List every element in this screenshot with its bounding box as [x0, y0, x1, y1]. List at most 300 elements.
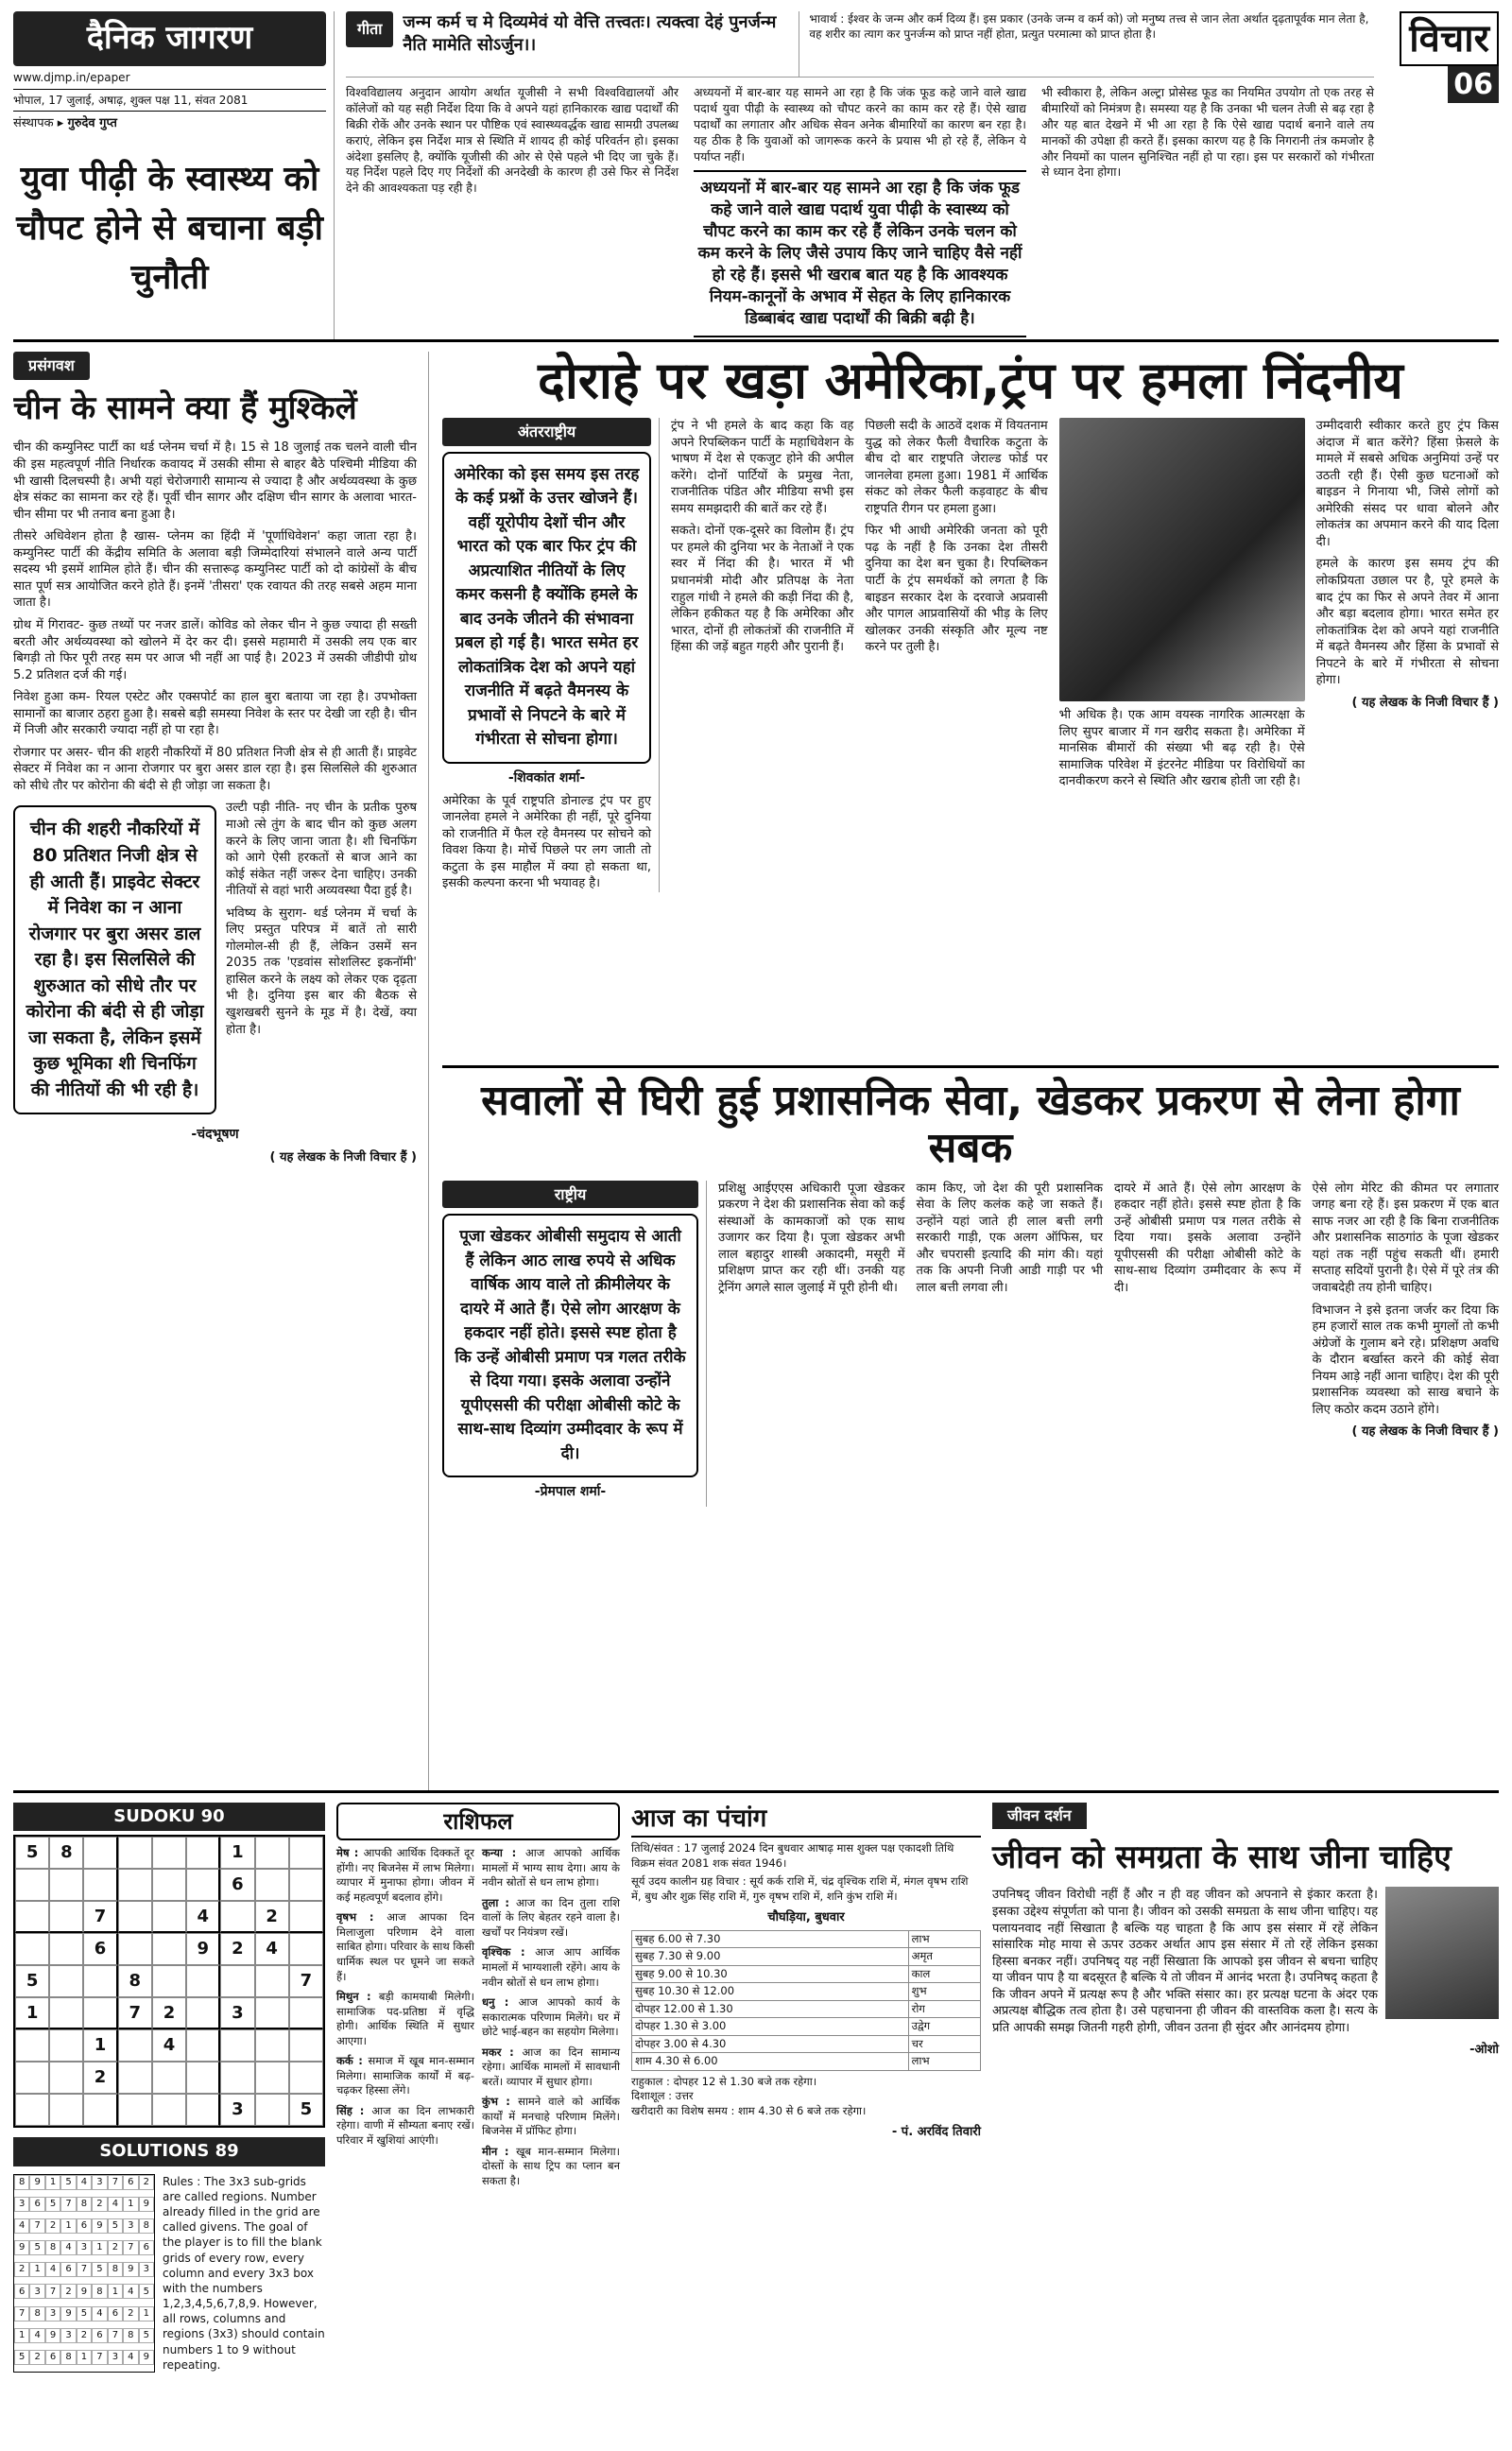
sudoku-cell[interactable] — [49, 1933, 83, 1965]
chaughadiya-row — [632, 1983, 981, 2001]
sudoku-cell[interactable]: 7 — [289, 1965, 323, 1997]
rashi-name: कुंभ : — [482, 2095, 519, 2109]
chaughadiya-table — [631, 1930, 981, 2071]
muhurat-cell: काल — [908, 1965, 980, 1983]
rashi-text: आज का दिन सामान्य रहेगा। आर्थिक मामलों में सावधानी बरतें। व्यापार में सुधार होगा। — [482, 2045, 620, 2088]
paragraph: तीसरे अधिवेशन होता है खास- प्लेनम का हिंदी में 'पूर्णाधिवेशन' कहा जाता रहा है। कम्युनिस्ट पार्टी की केंद्रीय समिति के अलावा बड़ी जिम्मेदारियां संभालने वाले अन्य पार्टी सदस्य भी इसमें शामिल होते हैं। चीन की सत्तारूढ़ कम्युनिस्ट पार्टी को दो कांग्रेसों के बीच सात पूर्ण सत्र आयोजित करने होते हैं। इनमें 'तीसरा' एक रवायत की तरह सबसे अहम माना जाता है। — [13, 529, 417, 611]
pull-quote-box: अमेरिका को इस समय इस तरह के कई प्रश्नों के उत्तर खोजने हैं। वहीं यूरोपीय देशों चीन और भारत को एक बार फिर ट्रंप की अप्रत्याशित नीतियों के लिए कमर कसनी है क्योंकि हमले के बाद उनके जीतने की संभावना प्रबल हो गई है। भारत समेत हर लोकतांत्रिक देश को अपने यहां राजनीति में बढ़ते वैमनस्य के प्रभावों से निपटने के बारे में गंभीरता से सोचना होगा। — [442, 452, 651, 764]
article-col — [1316, 418, 1499, 892]
muhurat-cell: शुभ — [908, 1983, 980, 2001]
solution-cell: 8 — [14, 2175, 29, 2190]
byline: -प्रेमपाल शर्मा- — [534, 1484, 607, 1500]
sudoku-cell[interactable] — [118, 2094, 152, 2126]
sudoku-cell[interactable] — [255, 1869, 289, 1901]
solution-cell: 1 — [45, 2175, 60, 2190]
sudoku-cell[interactable] — [220, 1901, 254, 1933]
rashi-item — [336, 2054, 474, 2098]
paragraph: विभाजन ने इसे इतना जर्जर कर दिया कि हम हजारों साल तक कभी मुगलों तो कभी अंग्रेजों के गुलाम बने रहे। प्रशिक्षण अवधि के दौरान बर्खास्त करने की कोई सेवा नियम आड़े नहीं आना चाहिए। देश की पूरी प्रशासनिक व्यवस्था को साख बचाने के लिए कठोर कदम उठाने होंगे। — [1312, 1303, 1499, 1417]
paragraph: पिछली सदी के आठवें दशक में वियतनाम युद्ध को लेकर फैली वैचारिक कटुता के बीच दो बार राष्ट्रपति जेराल्ड फोर्ड पर जानलेवा हमला हुआ। 1981 में आर्थिक संकट को लेकर फैली कड़वाहट के बीच राष्ट्रपति रीगन पर हमला हुआ। — [865, 419, 1048, 516]
disclaimer: ( यह लेखक के निजी विचार हैं ) — [1351, 1424, 1499, 1440]
sudoku-cell[interactable]: 1 — [83, 2029, 117, 2062]
solution-cell: 2 — [139, 2175, 154, 2190]
solution-cell: 2 — [60, 2284, 76, 2299]
solution-cell: 3 — [123, 2218, 138, 2234]
sudoku-cell[interactable] — [83, 1869, 117, 1901]
solution-cell: 1 — [123, 2197, 138, 2212]
sudoku-cell[interactable] — [255, 1997, 289, 2029]
solution-cell: 6 — [123, 2175, 138, 2190]
sudoku-cell[interactable] — [152, 2094, 186, 2126]
sudoku-cell[interactable] — [186, 2062, 220, 2094]
solution-cell: 5 — [108, 2218, 123, 2234]
muhurat-cell: लाभ — [908, 2053, 980, 2071]
sudoku-cell[interactable]: 3 — [220, 1997, 254, 2029]
solution-cell: 4 — [123, 2284, 138, 2299]
muhurat-cell: उद्वेग — [908, 2018, 980, 2036]
sudoku-cell[interactable] — [220, 2029, 254, 2062]
sudoku-cell[interactable]: 1 — [220, 1837, 254, 1869]
time-cell: शाम 4.30 से 6.00 — [632, 2053, 909, 2071]
solution-cell: 6 — [92, 2328, 107, 2343]
time-cell: सुबह 6.00 से 7.30 — [632, 1930, 909, 1948]
editorial-col-2-text: अध्ययनों में बार-बार यह सामने आ रहा है कि जंक फूड कहे जाने वाले खाद्य पदार्थ युवा पीढ़ी के स्वास्थ्य को चौपट करने का काम कर रहे हैं। ऐसे खाद्य पदार्थों का लगातार और अधिक सेवन अनेक बीमारियों का कारण बन रहा है। यह ठीक है कि युवाओं को जागरूक करने के प्रयास भी हो रहे हैं, लेकिन ये पर्याप्त नहीं। — [694, 85, 1026, 164]
sudoku-cell[interactable] — [118, 1901, 152, 1933]
paragraph: उल्टी पड़ी नीति- नए चीन के प्रतीक पुरुष माओ त्से तुंग के बाद चीन को कुछ अलग करने के लिए जाना जाता है। शी चिनफिंग को आगे ऐसी हरकतों से बाज आने का कोई संकेत नहीं जरूर देना चाहिए। उनकी नीतियों से वहां भारी अव्यवस्था पैदा हुई है। — [226, 801, 417, 899]
rashi-name: सिंह : — [336, 2103, 372, 2117]
solution-cell: 5 — [60, 2175, 76, 2190]
rashi-text: आज आपका दिन मिलाजुला परिणाम देने वाला साबित होगा। परिवार के साथ किसी धार्मिक स्थल पर घूमने जा सकते हैं। — [336, 1910, 474, 1983]
editorial-body — [346, 78, 1374, 337]
solution-cell: 8 — [77, 2197, 92, 2212]
solution-cell: 1 — [77, 2350, 92, 2365]
sudoku-cell[interactable] — [186, 2029, 220, 2062]
sudoku-cell[interactable] — [289, 2062, 323, 2094]
solution-cell: 7 — [45, 2284, 60, 2299]
solution-cell: 9 — [29, 2175, 44, 2190]
sudoku-cell[interactable]: 2 — [83, 2062, 117, 2094]
sudoku-cell[interactable]: 2 — [220, 1933, 254, 1965]
sudoku-cell[interactable] — [255, 2062, 289, 2094]
solution-cell: 8 — [123, 2328, 138, 2343]
sudoku-rules: Rules : The 3x3 sub-grids are called regions. Number already filled in the grid are called givens. The goal of the player is to fill the blank grids of every row, every column and every 3x3 box with the numbers 1,2,3,4,5,6,7,8,9. However, all rows, columns and regions (3x3) should contain numbers 1 to 9 without repeating. — [163, 2174, 325, 2372]
time-cell: सुबह 9.00 से 10.30 — [632, 1965, 909, 1983]
jeevan-block — [992, 1803, 1499, 2412]
sudoku-cell[interactable]: 9 — [186, 1933, 220, 1965]
time-cell: सुबह 10.30 से 12.00 — [632, 1983, 909, 2001]
rashi-name: धनु : — [482, 1995, 519, 2010]
author-photo — [1385, 1887, 1499, 2019]
sudoku-cell[interactable] — [186, 2094, 220, 2126]
founder-line: संस्थापक ▸ गुरुदेव गुप्त — [13, 116, 117, 131]
disclaimer: ( यह लेखक के निजी विचार हैं ) — [269, 1150, 417, 1165]
sudoku-cell[interactable] — [83, 1997, 117, 2029]
rashi-name: तुला : — [482, 1895, 516, 1909]
muhurat-cell: लाभ — [908, 1930, 980, 1948]
rashi-item — [336, 1910, 474, 1984]
byline: -चंदभूषण — [191, 1127, 239, 1143]
sudoku-cell[interactable] — [118, 2062, 152, 2094]
article-col — [1313, 1181, 1500, 1507]
rashi-text: सामने वाले को आर्थिक कार्यों में मनचाहे परिणाम मिलेंगे। बिजनेस में प्रॉफिट होगा। — [482, 2095, 620, 2138]
solution-cell: 6 — [60, 2262, 76, 2277]
solution-cell: 7 — [77, 2262, 92, 2277]
sudoku-cell[interactable] — [152, 1965, 186, 1997]
pull-quote-box: चीन की शहरी नौकरियों में 80 प्रतिशत निजी क्षेत्र से ही आती हैं। प्राइवेट सेक्टर में निवेश का न आना रोजगार पर बुरा असर डाल रहा है। इस सिलसिले की शुरुआत को सीधे तौर पर कोरोना की बंदी से ही जोड़ा जा सकता है, लेकिन इसमें कुछ भूमिका शी चिनफिंग की नीतियों की भी रही है। — [13, 805, 216, 1114]
solution-cell: 2 — [92, 2197, 107, 2212]
sudoku-cell[interactable] — [152, 1933, 186, 1965]
page-number: 06 — [1448, 66, 1499, 103]
sudoku-cell[interactable] — [15, 2029, 49, 2062]
paragraph: ग्रोथ में गिरावट- कुछ तथ्यों पर नजर डालें। कोविड को लेकर चीन ने कुछ ज्यादा ही सख्ती बरती और अर्थव्यवस्था को खोलने में देर कर दी। इससे महामारी में उसकी लय एक बार बिगड़ी तो फिर पूरी तरह सम पर आज भी नहीं आ पाई है। 2023 में उसकी जीडीपी ग्रोथ 5.2 प्रतिशत दर्ज की गई। — [13, 617, 417, 682]
paragraph: अमेरिका के पूर्व राष्ट्रपति डोनाल्ड ट्रंप पर हुए जानलेवा हमले ने अमेरिका ही नहीं, पूरे दुनिया को राजनीति में फैल रहे वैमनस्य पर सोचने को विवश किया है। मोर्चे पिछले पर लग जाती तो कटुता के इस माहौल में क्या हो सकता था, इसकी कल्पना करना भी भयावह है। — [442, 793, 651, 891]
byline: -शिवकांत शर्मा- — [507, 769, 586, 785]
solution-cell: 7 — [108, 2328, 123, 2343]
sudoku-cell[interactable] — [83, 1837, 117, 1869]
solution-cell: 2 — [77, 2328, 92, 2343]
sudoku-cell[interactable] — [152, 1869, 186, 1901]
rashi-item — [336, 1990, 474, 2048]
solution-cell: 2 — [14, 2262, 29, 2277]
pull-quote-box: पूजा खेडकर ओबीसी समुदाय से आती हैं लेकिन आठ लाख रुपये से अधिक वार्षिक आय वाले तो क्रीमीलेयर के दायरे में आते हैं। ऐसे लोग आरक्षण के हकदार नहीं होते। इससे स्पष्ट होता है कि उन्हें ओबीसी प्रमाण पत्र गलत तरीके से दिया गया। इसके अलावा उन्होंने यूपीएससी की परीक्षा ओबीसी कोटे के साथ-साथ दिव्यांग उम्मीदवार के रूप में दी। — [442, 1214, 698, 1477]
sudoku-cell[interactable] — [49, 1965, 83, 1997]
sudoku-grid[interactable] — [13, 1835, 325, 2128]
solution-cell: 9 — [92, 2218, 107, 2234]
right-column — [442, 352, 1499, 1790]
dishashool: दिशाशूल : उत्तर — [631, 2089, 694, 2103]
rashi-text: आज आपको कार्य के सकारात्मक परिणाम मिलेंगे। घर में छोटे भाई-बहन का सहयोग मिलेगा। — [482, 1995, 620, 2039]
paragraph: ट्रंप ने भी हमले के बाद कहा कि वह अपने रिपब्लिकन पार्टी के महाधिवेशन के भाषण में देश से एकजुट होने की अपील करेंगे। दोनों पार्टियों के प्रमुख नेता, राजनीतिक पंडित और मीडिया सभी इस समय समझदारी की बातें कर रहे हैं। — [671, 419, 854, 516]
gita-row — [346, 11, 1374, 78]
solution-cell: 2 — [123, 2306, 138, 2322]
solution-cell: 2 — [45, 2218, 60, 2234]
rashi-text: समाज में खूब मान-सम्मान मिलेगा। सामाजिक कार्यों में बढ़-चढ़कर हिस्सा लेंगे। — [336, 2054, 474, 2097]
paragraph: रोजगार पर असर- चीन की शहरी नौकरियों में 80 प्रतिशत निजी क्षेत्र से ही आती हैं। प्राइवेट सेक्टर में निवेश का न आना रोजगार पर बुरा असर डाल रहा है। इस सिलसिले की शुरुआत को सीधे तौर पर कोरोना की बंदी से ही जोड़ा जा सकता है। — [13, 745, 417, 793]
solution-cell: 3 — [139, 2262, 154, 2277]
gita-verse: जन्म कर्म च मे दिव्यमेवं यो वेत्ति तत्त्वतः। त्यक्त्वा देहं पुनर्जन्म नैति मामेति सोऽर्जुन।। — [403, 11, 799, 77]
solution-cell: 6 — [77, 2218, 92, 2234]
rashi-name: वृषभ : — [336, 1910, 387, 1925]
solution-cell: 1 — [92, 2240, 107, 2255]
sudoku-cell[interactable]: 5 — [15, 1837, 49, 1869]
sudoku-cell[interactable] — [255, 2029, 289, 2062]
solution-cell: 8 — [139, 2218, 154, 2234]
sudoku-cell[interactable] — [49, 1901, 83, 1933]
sudoku-cell[interactable] — [186, 1837, 220, 1869]
sudoku-cell[interactable] — [15, 1901, 49, 1933]
sudoku-cell[interactable]: 6 — [83, 1933, 117, 1965]
solution-cell: 6 — [14, 2284, 29, 2299]
paragraph: प्रशिक्षु आईएएस अधिकारी पूजा खेडकर प्रकरण ने देश की प्रशासनिक सेवा को कई संस्थाओं के कामकाजों को एक साथ उजागर कर दिया है। पूजा खेडकर अभी लाल बहादुर शास्त्री अकादमी, मसूरी में प्रशिक्षण प्राप्त कर रही थीं। उनकी यह ट्रेनिंग अगले साल जुलाई में पूरी होनी थी। — [718, 1181, 905, 1295]
bottom-section — [13, 1793, 1499, 2412]
paragraph: सकते। दोनों एक-दूसरे का विलोम हैं। ट्रंप पर हमले की दुनिया भर के नेताओं ने एक स्वर में निंदा की है। भारत में भी प्रधानमंत्री मोदी और प्रतिपक्ष के नेता राहुल गांधी ने हमले की कड़ी निंदा की है, लेकिन हकीकत यह है कि अमेरिका और भारत, दोनों ही लोकतंत्रों की राजनीति में हिंसा की जड़ें बहुत गहरी और पुरानी हैं। — [671, 524, 854, 655]
disclaimer: ( यह लेखक के निजी विचार हैं ) — [1351, 695, 1499, 710]
article-body — [13, 440, 417, 1165]
solution-cell: 3 — [77, 2240, 92, 2255]
rashi-name: मकर : — [482, 2045, 523, 2059]
sudoku-cell[interactable] — [118, 1869, 152, 1901]
sudoku-cell[interactable]: 4 — [186, 1901, 220, 1933]
rashi-name: मिथुन : — [336, 1990, 379, 2004]
panchang-title: आज का पंचांग — [631, 1803, 981, 1838]
rashi-name: कन्या : — [482, 1846, 525, 1860]
chaughadiya-row — [632, 2000, 981, 2018]
gita-meaning: भावार्थ : ईश्वर के जन्म और कर्म दिव्य हैं। इस प्रकार (उनके जन्म व कर्म को) जो मनुष्य तत्त्व से जान लेता अर्थात दृढ़तापूर्वक मान लेता है, वह शरीर का त्याग कर पुनर्जन्म को प्राप्त नहीं होता, प्रत्युत परमात्मा को प्राप्त होता है। — [809, 12, 1369, 42]
shopping-time: खरीदारी का विशेष समय : शाम 4.30 से 6 बजे तक रहेगा। — [631, 2103, 867, 2117]
rashifal-title: राशिफल — [336, 1803, 620, 1840]
article-col — [671, 418, 853, 892]
sudoku-cell[interactable] — [289, 1997, 323, 2029]
issue-date: भोपाल, 17 जुलाई, अषाढ़, शुक्ल पक्ष 11, संवत 2081 — [13, 89, 326, 112]
sudoku-cell[interactable] — [15, 2094, 49, 2126]
solutions-title: SOLUTIONS 89 — [13, 2137, 325, 2166]
rashi-text: आज आप आर्थिक मामलों में भाग्यशाली रहेंगे। आय के नवीन स्रोतों से धन लाभ होगा। — [482, 1945, 620, 1989]
panchang-author: - पं. अरविंद तिवारी — [891, 2125, 981, 2140]
sudoku-cell[interactable] — [289, 1869, 323, 1901]
khedkar-article — [442, 1068, 1499, 1791]
muhurat-cell: रोग — [908, 2000, 980, 2018]
solutions-grid — [13, 2174, 155, 2373]
editorial-headline: युवा पीढ़ी के स्वास्थ्य को चौपट होने से बचाना बड़ी चुनौती — [16, 159, 323, 298]
solution-cell: 9 — [123, 2262, 138, 2277]
paragraph: ऐसे लोग मेरिट की कीमत पर लगातार जगह बना रहे हैं। इस प्रकरण में एक बात साफ नजर आ रही है कि बिना राजनीतिक और प्रशासनिक साठगांठ के पूजा खेडकर यहां तक नहीं पहुंच सकती थीं। हमारी सप्ताह सदियों पुरानी है। ऐसे में पूरे तंत्र की जवाबदेही तय होनी चाहिए। — [1312, 1181, 1499, 1295]
editorial-col-1: विश्वविद्यालय अनुदान आयोग अर्थात यूजीसी ने सभी विश्वविद्यालयों और कॉलेजों को यह सही निर्देश दिया कि वे अपने यहां हानिकारक खाद्य पदार्थों की बिक्री रोकें और उनके स्थान पर पौष्टिक एवं स्वास्थ्यवर्द्धक खाद्य सामग्री उपलब्ध कराएं, लेकिन इस निर्देश मात्र से स्थिति में शायद ही कोई परिवर्तन हो। इसका अंदेशा इसलिए है, क्योंकि यूजीसी की ओर से ऐसे पहले भी दिए जा चुके हैं। यह निर्देश पहले दिए गए निर्देशों की अनदेखी के कारण ही उसे फिर से निर्देश देने की आवश्यकता पड़ रही है। — [346, 85, 679, 196]
solution-cell: 4 — [123, 2350, 138, 2365]
rashifal-list — [336, 1846, 620, 2188]
sudoku-cell[interactable] — [49, 2062, 83, 2094]
chaughadiya-row — [632, 2053, 981, 2071]
paragraph: निवेश हुआ कम- रियल एस्टेट और एक्सपोर्ट का हाल बुरा बताया जा रहा है। उपभोक्ता सामानों का बाजार ठहरा हुआ है। सबसे बड़ी समस्या निवेश के स्तर पर देखी जा रही है। चीन में निजी और सरकारी ज्यादा नहीं हो पा रहा है। — [13, 690, 417, 738]
side-box — [442, 418, 660, 892]
solution-cell: 3 — [108, 2350, 123, 2365]
sudoku-cell[interactable] — [15, 1933, 49, 1965]
rashi-name: कर्क : — [336, 2054, 369, 2068]
paragraph: चीन की कम्युनिस्ट पार्टी का थर्ड प्लेनम चर्चा में है। 15 से 18 जुलाई तक चलने वाली चीन की इस महत्वपूर्ण नीति निर्धारक कवायद में उसकी सीमा से बाहर बैठे पश्चिमी मीडिया की भी खासी दिलचस्पी है। अभी यहां चेरोजगारी सामान्य से ज्यादा है और अर्थव्यवस्था के कुछ क्षेत्र संकट का सामना कर रहे हैं। पूर्वी चीन सागर और दक्षिण चीन सागर के अलावा भारत-चीन सीमा पर भी तनाव बना हुआ है। — [13, 440, 417, 522]
sudoku-cell[interactable] — [186, 1997, 220, 2029]
rashi-text: बड़ी कामयाबी मिलेगी। सामाजिक पद-प्रतिष्ठा में वृद्धि होगी। आर्थिक स्थिति में सुधार आएगा। — [336, 1990, 474, 2047]
editorial-col-3: भी स्वीकारा है, लेकिन अल्ट्रा प्रोसेस्ड फूड का नियमित उपयोग तो एक तरह से बीमारियों को निमंत्रण है। समस्या यह है कि उनका भी चलन तेजी से बढ़ रहा है और यह बात देखने में भी आ रहा है कि ऐसे खाद्य पदार्थ बनाने वाले तय मानकों की उपेक्षा ही करते हैं। इसका कारण यह है कि निगरानी तंत्र कमजोर है और नियमों का पालन सुनिश्चित नहीं हो पा रहा। इस पर सरकारों को गंभीरता से ध्यान देना होगा। — [1041, 85, 1374, 180]
rashi-text: आपकी आर्थिक दिक्कतें दूर होंगी। नए बिजनेस में लाभ मिलेगा। व्यापार में मुनाफा होगा। जीवन में कई महत्वपूर्ण बदलाव होंगे। — [336, 1846, 474, 1904]
sudoku-cell[interactable] — [289, 2029, 323, 2062]
china-article — [13, 352, 429, 1790]
sudoku-cell[interactable]: 8 — [118, 1965, 152, 1997]
jeevan-headline: जीवन को समग्रता के साथ जीना चाहिए — [992, 1838, 1452, 1876]
time-cell: दोपहर 3.00 से 4.30 — [632, 2035, 909, 2053]
sudoku-cell[interactable] — [289, 1933, 323, 1965]
newspaper-logo: दैनिक जागरण — [13, 11, 326, 66]
paragraph: फिर भी आधी अमेरिकी जनता को पूरी पढ़ के नहीं है कि उनका देश तीसरी दुनिया का देश बन चुका है। रिपब्लिकन पार्टी के ट्रंप समर्थकों को लगता है कि बाइडन सरकार देश के दरवाजे अप्रवासी और पागल आप्रवासियों की भीड़ के लिए खोलकर उनकी संस्कृति और मूल्य नष्ट करने पर तुली है। — [865, 524, 1048, 655]
sudoku-cell[interactable] — [118, 1933, 152, 1965]
article-headline: सवालों से घिरी हुई प्रशासनिक सेवा, खेडकर प्रकरण से लेना होगा सबक — [481, 1076, 1460, 1173]
paragraph: दायरे में आते हैं। ऐसे लोग आरक्षण के हकदार नहीं होते। इससे स्पष्ट होता है कि उन्हें ओबीसी प्रमाण पत्र गलत तरीके से दिया गया। इसके अलावा उन्होंने यूपीएससी की परीक्षा ओबीसी कोटे के साथ-साथ दिव्यांग उम्मीदवार के रूप में दी। — [1114, 1181, 1301, 1295]
rashifal-block — [336, 1803, 620, 2412]
solution-cell: 7 — [123, 2240, 138, 2255]
muhurat-cell: अमृत — [908, 1948, 980, 1966]
rashi-item — [482, 2045, 620, 2090]
solution-cell: 8 — [60, 2350, 76, 2365]
panchang-block — [631, 1803, 981, 2412]
sudoku-cell[interactable] — [49, 2094, 83, 2126]
sudoku-cell[interactable]: 1 — [15, 1997, 49, 2029]
rashi-item — [482, 1896, 620, 1941]
solution-cell: 7 — [14, 2306, 29, 2322]
solution-cell: 5 — [14, 2350, 29, 2365]
sudoku-cell[interactable] — [15, 1869, 49, 1901]
sudoku-cell[interactable] — [83, 1965, 117, 1997]
rashi-name: मीन : — [482, 2144, 517, 2158]
article-grid — [442, 418, 1499, 892]
solution-cell: 1 — [108, 2284, 123, 2299]
rashi-item — [482, 2145, 620, 2189]
solution-cell: 4 — [77, 2175, 92, 2190]
time-cell: दोपहर 12.00 से 1.30 — [632, 2000, 909, 2018]
solution-cell: 4 — [29, 2328, 44, 2343]
sudoku-cell[interactable] — [152, 1901, 186, 1933]
sudoku-cell[interactable] — [255, 2094, 289, 2126]
chaughadiya-row — [632, 1965, 981, 1983]
rashi-item — [482, 1945, 620, 1990]
sudoku-cell[interactable] — [152, 2062, 186, 2094]
planet-positions: सूर्य उदय कालीन ग्रह विचार : सूर्य कर्क राशि में, चंद्र वृश्चिक राशि में, मंगल वृषभ राशि में, बुध और शुक्र सिंह राशि में, गुरु वृषभ राशि में, शनि कुंभ राशि में। — [631, 1874, 969, 1903]
sudoku-cell[interactable] — [118, 1837, 152, 1869]
sudoku-cell[interactable] — [220, 2062, 254, 2094]
solution-cell: 7 — [29, 2218, 44, 2234]
solution-cell: 9 — [139, 2197, 154, 2212]
sudoku-cell[interactable] — [152, 1837, 186, 1869]
sudoku-cell[interactable]: 7 — [83, 1901, 117, 1933]
sudoku-cell[interactable] — [49, 1997, 83, 2029]
jeevan-text: उपनिषद् जीवन विरोधी नहीं हैं और न ही वह जीवन को अपनाने से इंकार करता है। इसका उद्देश्य संपूर्णता को पाना है। जीवन को उसकी समग्रता के साथ जीना चाहिए। यह पलायनवाद नहीं सिखाता है बल्कि यह चाहता है कि आप इस संसार में रहें लेकिन सांसारिक मोह माया से ऊपर उठकर अर्थात आप इस संसार में तो रहें लेकिन इसका हिस्सा बनकर नहीं। उपनिषद् यह नहीं सिखाता कि आपको इस जीवन से बचना चाहिए या जीवन पाप है या बदसूरत है बल्कि ये तो जीवन में आनंद भरता है। उपनिषद् कहता है कि जीवन अपने में प्रत्यक्ष रूप है और भक्ति संसार का। हर प्रत्यक्ष घटना के अंदर एक अप्रत्यक्ष बौद्धिक तत्व होता है। उसे पहचानना ही जीवन की वास्तविक कला है। सत्य के प्रति आपकी समझ जितनी गहरी होगी, जीवन उतना ही सुंदर और आनंदमय होगा। — [992, 1888, 1378, 2035]
sudoku-cell[interactable] — [289, 1901, 323, 1933]
solution-cell: 4 — [45, 2262, 60, 2277]
sudoku-cell[interactable]: 2 — [152, 1997, 186, 2029]
solutions-wrap — [13, 2174, 325, 2373]
sudoku-cell[interactable]: 5 — [289, 2094, 323, 2126]
editorial-pull-quote: अध्ययनों में बार-बार यह सामने आ रहा है कि जंक फूड कहे जाने वाले खाद्य पदार्थ युवा पीढ़ी के स्वास्थ्य को चौपट करने का काम कर रहे हैं लेकिन उनके चलन को कम करने के लिए जैसे उपाय किए जाने चाहिए वैसे नहीं हो रहे हैं। इससे भी खराब बात यह है कि आवश्यक नियम-कानूनों के अभाव में सेहत के लिए हानिकारक डिब्बाबंद खाद्य पदार्थों की बिक्री बढ़ी है। — [694, 170, 1026, 337]
brand-column — [13, 11, 335, 339]
solution-cell: 3 — [45, 2306, 60, 2322]
rashi-name: मेष : — [336, 1846, 364, 1860]
solution-cell: 9 — [45, 2328, 60, 2343]
epaper-link[interactable]: www.djmp.in/epaper — [13, 70, 130, 84]
rashi-item — [482, 1995, 620, 2040]
solution-cell: 6 — [29, 2197, 44, 2212]
sudoku-cell[interactable]: 3 — [220, 2094, 254, 2126]
paragraph: हमले के कारण इस समय ट्रंप की लोकप्रियता उछाल पर है, पूरे हमले के बाद ट्रंप का फिर से अपने तेवर में आना और बड़ा बदलाव होगा। भारत समेत हर लोकतांत्रिक देश को अपने यहां राजनीति में बढ़ते वैमनस्य और हिंसा के प्रभावों से निपटने के बारे में गंभीरता से सोचना होगा। — [1315, 557, 1499, 688]
sudoku-cell[interactable]: 7 — [118, 1997, 152, 2029]
solution-cell: 1 — [29, 2262, 44, 2277]
solution-cell: 7 — [92, 2350, 107, 2365]
chaughadiya-title: चौघड़िया, बुधवार — [767, 1910, 845, 1925]
rashi-item — [336, 1846, 474, 1905]
solution-cell: 2 — [29, 2350, 44, 2365]
sudoku-cell[interactable] — [118, 2029, 152, 2062]
news-photo — [1059, 418, 1305, 701]
rashi-text: खूब मान-सम्मान मिलेगा। दोस्तों के साथ ट्रिप का प्लान बन सकता है। — [482, 2144, 620, 2187]
solution-cell: 9 — [77, 2284, 92, 2299]
paragraph: भी अधिक है। एक आम वयस्क नागरिक आत्मरक्षा के लिए सुपर बाजार में गन खरीद सकता है। अमेरिका में मानसिक बीमारों की संख्या भी बढ़ रही है। ऐसे सामाजिक परिवेश में इंटरनेट मीडिया पर विरोधियों का दानवीकरण करने से स्थिति और खराब होती जा रही है। — [1058, 708, 1305, 789]
paragraph: भविष्य के सुराग- थर्ड प्लेनम में चर्चा के लिए प्रस्तुत परिपत्र में बातें तो सारी गोलमोल-सी ही हैं, लेकिन उसमें सन 2035 तक 'एडवांस सोशलिस्ट इकनॉमी' हासिल करने के लक्ष्य को लेकर एक दृढ़ता भी है। दुनिया इस बार की बैठक से खुशखबरी सुनने के मूड में है। देखें, क्या होता है। — [226, 906, 417, 1037]
paragraph: काम किए, जो देश की पूरी प्रशासनिक सेवा के लिए कलंक कहे जा सकते हैं। उन्होंने यहां जाते ही लाल बत्ती लगी सरकारी गाड़ी, एक अलग ऑफिस, घर और चपरासी इत्यादि की मांग की। यहां तक कि अपनी निजी आडी गाड़ी पर भी लाल बत्ती लगवा ली। — [916, 1181, 1103, 1295]
chaughadiya-row — [632, 1948, 981, 1966]
article-tag: प्रसंगवश — [13, 352, 90, 380]
solution-cell: 1 — [60, 2218, 76, 2234]
rashi-text: आज आपको आर्थिक मामलों में भाग्य साथ देगा। आय के नवीन स्रोतों से धन लाभ होगा। — [482, 1846, 620, 1890]
sudoku-cell[interactable] — [289, 1837, 323, 1869]
jeevan-author: -ओशो — [1469, 2043, 1499, 2058]
solution-cell: 5 — [77, 2306, 92, 2322]
paragraph: उम्मीदवारी स्वीकार करते हुए ट्रंप किस अंदाज में बात करेंगे? हिंसा फ़ेसले के मामले में सबसे अधिक अनुमियां उन्हें पर उठती रही हैं। ऐसी कुछ घटनाओं को बाइडन ने गिनाया भी, जिसे लोगों को अमेरिकी संसद पर धावा बोलने और लोकतंत्र का अपमान करने की याद दिला दी। — [1315, 419, 1499, 549]
side-box — [442, 1181, 707, 1507]
solution-cell: 5 — [139, 2284, 154, 2299]
solution-cell: 4 — [108, 2197, 123, 2212]
rashi-item — [336, 2104, 474, 2149]
solution-cell: 1 — [14, 2328, 29, 2343]
sudoku-cell[interactable] — [255, 1965, 289, 1997]
section-label: विचार — [1400, 11, 1499, 66]
rahukal: राहुकाल : दोपहर 12 से 1.30 बजे तक रहेगा। — [631, 2074, 817, 2088]
sudoku-cell[interactable]: 5 — [15, 1965, 49, 1997]
sudoku-cell[interactable]: 4 — [152, 2029, 186, 2062]
gita-badge: गीता — [346, 11, 393, 47]
sudoku-cell[interactable] — [186, 1869, 220, 1901]
article-grid — [442, 1181, 1499, 1507]
article-headline: चीन के सामने क्या हैं मुश्किलें — [13, 388, 357, 427]
solution-cell: 4 — [60, 2240, 76, 2255]
founder-name: गुरुदेव गुप्त — [67, 116, 117, 131]
chaughadiya-row — [632, 2035, 981, 2053]
sudoku-cell[interactable] — [83, 2094, 117, 2126]
solution-cell: 5 — [92, 2262, 107, 2277]
sudoku-cell[interactable]: 6 — [220, 1869, 254, 1901]
sudoku-cell[interactable] — [49, 2029, 83, 2062]
solution-cell: 2 — [108, 2240, 123, 2255]
sudoku-cell[interactable]: 4 — [255, 1933, 289, 1965]
editorial-block — [346, 11, 1374, 339]
sudoku-block — [13, 1803, 325, 2412]
solution-cell: 5 — [29, 2240, 44, 2255]
solution-cell: 6 — [108, 2306, 123, 2322]
solution-cell: 5 — [139, 2328, 154, 2343]
sudoku-cell[interactable] — [49, 1869, 83, 1901]
solution-cell: 9 — [60, 2306, 76, 2322]
sudoku-cell[interactable]: 2 — [255, 1901, 289, 1933]
sudoku-cell[interactable]: 8 — [49, 1837, 83, 1869]
sudoku-cell[interactable] — [186, 1965, 220, 1997]
muhurat-cell: चर — [908, 2035, 980, 2053]
rashi-text: आज का दिन लाभकारी रहेगा। वाणी में सौम्यता बनाए रखें। परिवार में खुशियां आएंगी। — [336, 2103, 474, 2147]
time-cell: सुबह 7.30 से 9.00 — [632, 1948, 909, 1966]
article-col — [1059, 418, 1305, 892]
solution-cell: 3 — [29, 2284, 44, 2299]
solution-cell: 4 — [14, 2218, 29, 2234]
sudoku-cell[interactable] — [255, 1837, 289, 1869]
article-col — [865, 418, 1047, 892]
solution-cell: 3 — [14, 2197, 29, 2212]
masthead — [13, 11, 1499, 342]
sudoku-cell[interactable] — [15, 2062, 49, 2094]
solution-cell: 8 — [92, 2284, 107, 2299]
panchang-intro: तिथि/संवत : 17 जुलाई 2024 दिन बुधवार आषाढ़ मास शुक्ल पक्ष एकादशी तिथि विक्रम संवत 2081 शक संवत 1946। — [631, 1841, 954, 1870]
time-cell: दोपहर 1.30 से 3.00 — [632, 2018, 909, 2036]
solution-cell: 9 — [14, 2240, 29, 2255]
solution-cell: 6 — [45, 2350, 60, 2365]
sudoku-title: SUDOKU 90 — [13, 1803, 325, 1831]
solution-cell: 8 — [108, 2262, 123, 2277]
solution-cell: 6 — [139, 2240, 154, 2255]
sudoku-cell[interactable] — [220, 1965, 254, 1997]
rashi-text: आज का दिन तुला राशि वालों के लिए बेहतर रहने वाला है। खर्चों पर नियंत्रण रखें। — [482, 1895, 621, 1939]
rashi-name: वृश्चिक : — [482, 1945, 536, 1959]
